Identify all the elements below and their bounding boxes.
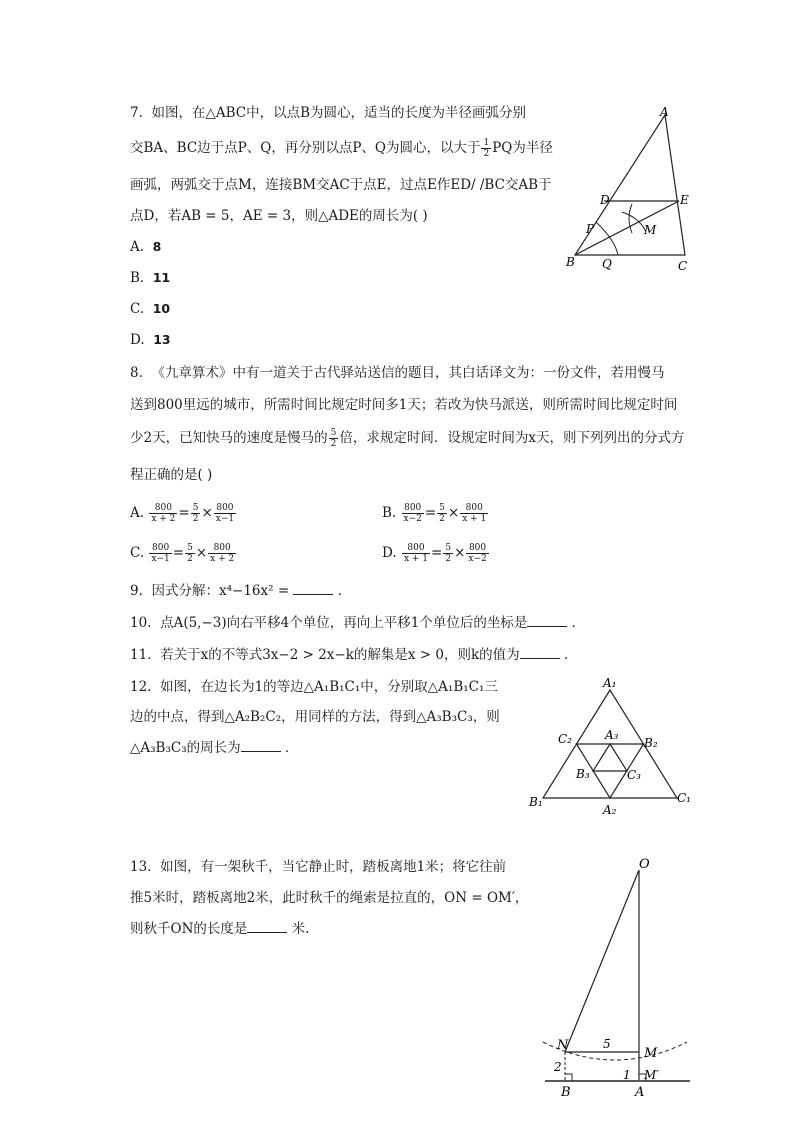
- label-m: M: [644, 223, 657, 237]
- q8-line4: 程正确的是( ): [130, 467, 213, 483]
- option-label: C.: [130, 301, 145, 317]
- option-label: A.: [130, 239, 145, 255]
- q13-answer-blank[interactable]: [247, 920, 287, 933]
- frac-den: x−2: [403, 514, 422, 524]
- frac-num: 5: [192, 503, 199, 513]
- q8-option-d[interactable]: D. $\frac{800}{x + 1}$ = $\frac{5}{2}$ × $\frac{800}{x-2}$: [382, 543, 487, 564]
- frac-den: 2: [445, 554, 452, 564]
- arc-m2: [629, 204, 632, 233]
- label-n: N: [557, 1038, 569, 1053]
- frac-k: [185, 543, 195, 564]
- frac-den: x + 1: [462, 514, 487, 524]
- frac-num: 800: [214, 503, 236, 514]
- q12-answer-blank[interactable]: [241, 739, 281, 752]
- label-a1: A₁: [603, 676, 617, 690]
- frac-left: [402, 543, 430, 564]
- frac-den: 2: [187, 554, 193, 564]
- q7-line4: 点D，若AB = 5，AE = 3，则△ADE的周长为( ): [130, 208, 428, 224]
- frac-k: [191, 503, 201, 524]
- q8-line1: [130, 364, 664, 382]
- label-b3: B₃: [576, 767, 590, 781]
- q12-line2: 边的中点，得到△A₂B₂C₂，用同样的方法，得到△A₃B₃C₃，则: [130, 709, 500, 725]
- q8-ratio-fraction: [329, 428, 339, 449]
- q7-line1: [130, 104, 526, 122]
- frac-left: [149, 543, 171, 564]
- q7-half-fraction: [481, 138, 491, 159]
- q13-number: 13.: [130, 859, 152, 875]
- q11-answer-blank[interactable]: [520, 646, 560, 659]
- q12-tail: ．: [284, 740, 299, 756]
- triangle-a3b3c3: [593, 744, 627, 771]
- label-b: B: [561, 1085, 571, 1100]
- q8-text-line3a: 少2天，已知快马的速度是慢马的: [130, 430, 328, 446]
- q7-option-d[interactable]: [130, 332, 171, 348]
- frac-num: 800: [466, 543, 488, 554]
- label-a: A: [635, 1085, 645, 1100]
- q10-tail: ．: [571, 615, 586, 631]
- q12-text-line3: △A₃B₃C₃的周长为: [130, 740, 241, 756]
- q10-line: [130, 614, 585, 632]
- frac-den: x + 1: [403, 554, 429, 564]
- frac-k: [443, 543, 453, 564]
- q13-tail: 米.: [291, 921, 310, 937]
- q7-line3: 画弧，两弧交于点M，连接BM交AC于点E，过点E作ED/ /BC交AB于: [130, 177, 552, 193]
- frac-left: [149, 503, 177, 524]
- frac-num: 800: [149, 543, 171, 554]
- q9-number: 9.: [130, 583, 143, 599]
- option-label: B.: [130, 270, 145, 286]
- q11-number: 11.: [130, 647, 152, 663]
- q7-frac-den: 2: [483, 149, 490, 159]
- label-m: M: [644, 1046, 658, 1061]
- q9-answer-blank[interactable]: [293, 582, 333, 595]
- label-d: D: [600, 193, 610, 207]
- q11-line: [130, 646, 577, 664]
- label-c2: C₂: [558, 732, 572, 746]
- option-label: A.: [130, 505, 145, 521]
- q8-line2: 送到800里远的城市，所需时间比规定时间多1天；若改为快马派送，则所需时间比规定时间: [130, 397, 678, 413]
- q12-line3: [130, 739, 298, 757]
- frac-k: [437, 503, 447, 524]
- q7-text-line2a: 交BA、BC边于点P、Q，再分别以点P、Q为圆心，以大于: [130, 140, 481, 156]
- frac-right: [208, 543, 236, 564]
- frac-den: 2: [330, 439, 337, 449]
- option-label: B.: [382, 505, 397, 521]
- label-two: 2: [554, 1060, 562, 1074]
- label-c3: C₃: [627, 768, 641, 782]
- option-value: 8: [152, 239, 162, 254]
- q7-number: 7.: [130, 105, 143, 121]
- label-five: 5: [603, 1037, 611, 1051]
- option-label: C.: [130, 545, 145, 561]
- q8-option-b[interactable]: B. $\frac{800}{x-2}$ = $\frac{5}{2}$ × $\frac{800}{x + 1}$: [382, 503, 487, 524]
- q10-text: 点A(5,−3)向右平移4个单位，再向上平移1个单位后的坐标是: [160, 615, 528, 631]
- frac-den: x−1: [151, 554, 170, 564]
- frac-num: 800: [460, 503, 488, 514]
- frac-den: x−2: [468, 554, 487, 564]
- frac-den: 2: [192, 514, 199, 524]
- frac-num: 800: [402, 543, 430, 554]
- q13-text-line3: 则秋千ON的长度是: [130, 921, 248, 937]
- option-value: 13: [153, 332, 171, 347]
- q11-text: 若关于x的不等式3x−2 > 2x−k的解集是x > 0，则k的值为: [160, 647, 520, 663]
- label-m-prime: M′: [644, 1068, 660, 1082]
- q8-text-line1: 《九章算术》中有一道关于古代驿站送信的题目，其白话译文为：一份文件，若用慢马: [151, 365, 665, 381]
- option-label: D.: [382, 545, 397, 561]
- label-b2: B₂: [644, 736, 658, 750]
- label-c: C: [678, 259, 688, 273]
- label-e: E: [680, 193, 689, 207]
- frac-right: [214, 503, 236, 524]
- q13-line1: [130, 858, 506, 876]
- right-angle-b: [565, 1074, 572, 1081]
- label-c1: C₁: [677, 791, 691, 805]
- frac-num: 5: [445, 543, 452, 553]
- frac-num: 800: [208, 543, 236, 554]
- q9-line: [130, 582, 351, 600]
- q7-text-line1: 如图，在△ABC中，以点B为圆心，适当的长度为半径画弧分别: [151, 105, 527, 121]
- q7-line2: [130, 138, 553, 159]
- rope-on: [565, 870, 639, 1052]
- label-one: 1: [623, 1068, 631, 1082]
- option-value: 10: [152, 301, 171, 316]
- q10-answer-blank[interactable]: [527, 614, 567, 627]
- label-o: O: [639, 857, 650, 872]
- frac-right: [460, 503, 488, 524]
- q8-option-a[interactable]: A. $\frac{800}{x + 2}$ = $\frac{5}{2}$ × $\frac{800}{x-1}$: [130, 503, 235, 524]
- frac-den: 2: [439, 514, 445, 524]
- q13-swing-figure: [535, 852, 700, 1102]
- q13-line3: [130, 920, 309, 938]
- q11-tail: ．: [563, 647, 578, 663]
- frac-num: 5: [439, 503, 445, 513]
- q8-text-line3b: 倍，求规定时间．设规定时间为x天，则下列列出的分式方: [339, 430, 685, 446]
- q8-option-c[interactable]: C. $\frac{800}{x-1}$ = $\frac{5}{2}$ × $\frac{800}{x + 2}$: [130, 543, 235, 564]
- frac-num: 800: [149, 503, 177, 514]
- frac-num: 800: [402, 503, 424, 514]
- frac-den: x−1: [215, 514, 235, 524]
- frac-num: 5: [330, 428, 337, 438]
- q8-number: 8.: [130, 365, 143, 381]
- q7-triangle-figure: [560, 100, 710, 280]
- option-value: 11: [152, 270, 171, 285]
- label-a: A: [660, 105, 669, 119]
- q12-number: 12.: [130, 679, 152, 695]
- q10-number: 10.: [130, 615, 152, 631]
- q7-text-line2b: PQ为半径: [492, 140, 553, 156]
- q9-tail: ．: [337, 583, 352, 599]
- label-a2: A₂: [603, 803, 617, 817]
- label-a3: A₃: [605, 728, 619, 742]
- q8-line3: [130, 428, 684, 449]
- frac-right: [466, 543, 488, 564]
- q12-line1: [130, 678, 498, 696]
- q13-line2: 推5米时，踏板离地2米，此时秋千的绳索是拉直的，ON = OM′，: [130, 890, 529, 906]
- q9-text: 因式分解：x⁴−16x² =: [151, 583, 290, 599]
- frac-left: [402, 503, 424, 524]
- q7-frac-num: 1: [483, 138, 490, 148]
- label-q: Q: [602, 257, 612, 271]
- q7-option-c[interactable]: [130, 301, 170, 317]
- q7-option-b[interactable]: [130, 270, 170, 286]
- frac-den: x + 2: [151, 514, 176, 524]
- q13-text-line1: 如图，有一架秋千，当它静止时，踏板离地1米；将它往前: [160, 859, 507, 875]
- frac-den: x + 2: [210, 554, 235, 564]
- q12-nested-triangles-figure: [525, 670, 700, 820]
- frac-num: 5: [187, 543, 193, 553]
- q7-option-a[interactable]: [130, 239, 161, 255]
- label-p: P: [586, 222, 595, 236]
- option-label: D.: [130, 332, 145, 348]
- label-b1: B₁: [529, 795, 543, 809]
- label-b: B: [566, 255, 575, 269]
- q12-text-line1: 如图，在边长为1的等边△A₁B₁C₁中，分别取△A₁B₁C₁三: [160, 679, 498, 695]
